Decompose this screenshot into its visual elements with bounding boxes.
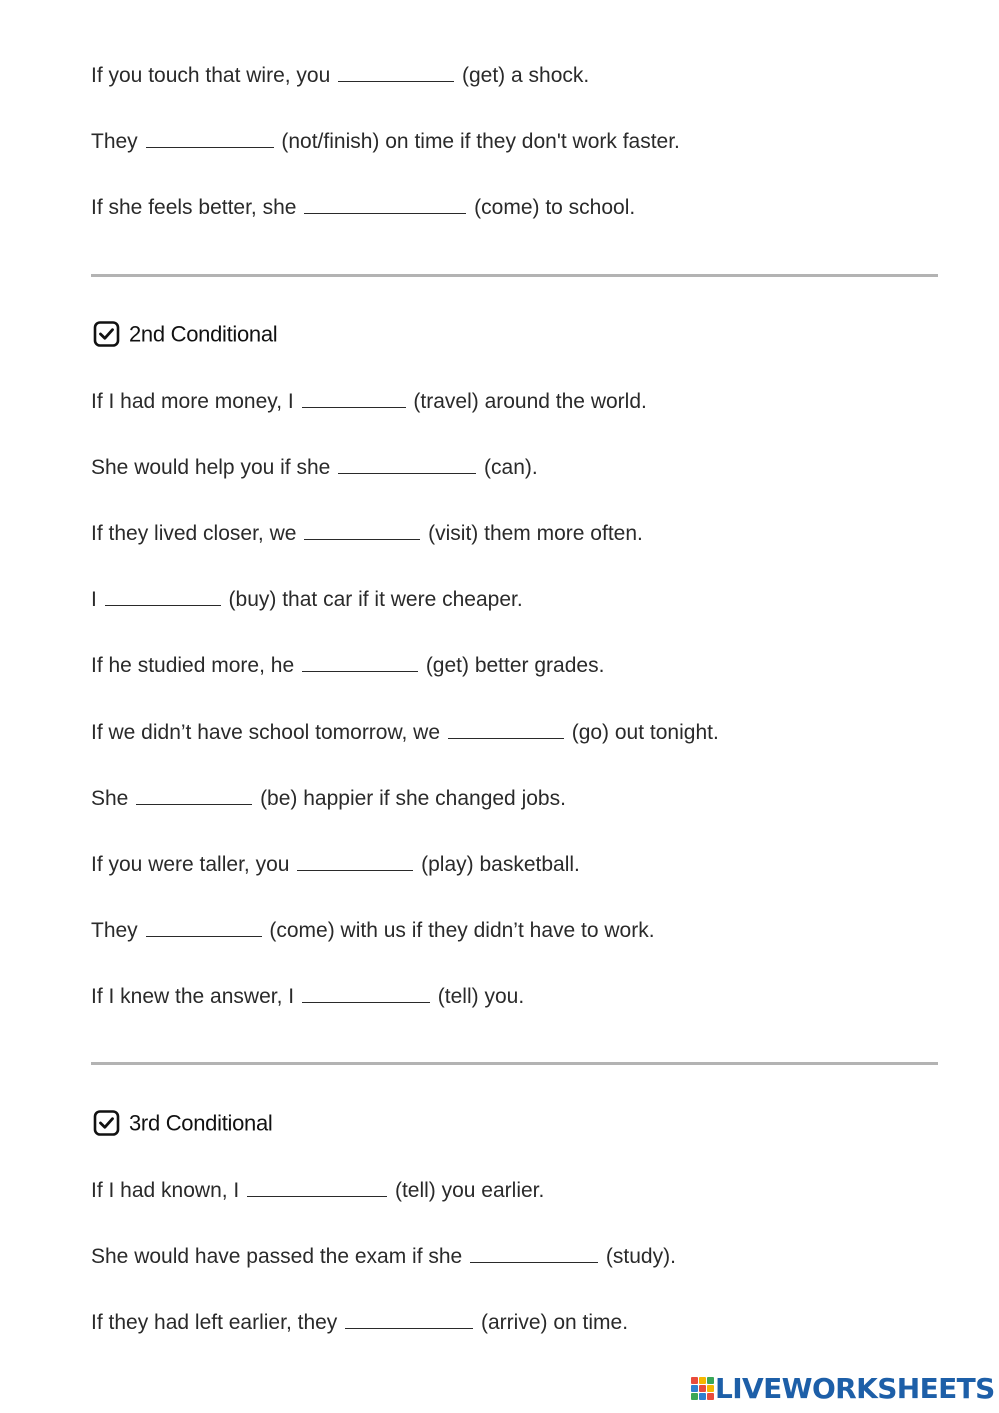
exercise-sentence: They (not/finish) on time if they don't work faster. (91, 130, 680, 153)
exercise-sentence: If I had known, I (tell) you earlier. (91, 1179, 545, 1202)
answer-blank[interactable] (338, 455, 476, 474)
section-heading-3rd-conditional (93, 1110, 273, 1137)
answer-blank[interactable] (338, 63, 454, 82)
answer-blank[interactable] (297, 852, 413, 871)
answer-blank[interactable] (302, 389, 406, 408)
exercise-sentence: She would help you if she (can). (91, 456, 538, 479)
answer-blank[interactable] (470, 1244, 598, 1263)
section-divider (91, 274, 938, 277)
liveworksheets-blocks-icon (691, 1377, 714, 1401)
answer-blank[interactable] (136, 786, 252, 805)
section-title: 2nd Conditional (129, 321, 278, 346)
answer-blank[interactable] (247, 1178, 387, 1197)
exercise-sentence: They (come) with us if they didn’t have to work. (91, 919, 655, 942)
answer-blank[interactable] (146, 918, 262, 937)
exercise-sentence: If they had left earlier, they (arrive) on time. (91, 1311, 629, 1334)
exercise-sentence: If we didn’t have school tomorrow, we (go) out tonight. (91, 721, 719, 744)
answer-blank[interactable] (302, 653, 418, 672)
exercise-sentence: I (buy) that car if it were cheaper. (91, 588, 523, 611)
exercise-sentence: If you were taller, you (play) basketball. (91, 853, 580, 876)
section-divider (91, 1062, 938, 1065)
exercise-sentence: If I knew the answer, I (tell) you. (91, 985, 525, 1008)
exercise-sentence: If she feels better, she (come) to school. (91, 196, 636, 219)
exercise-sentence: She would have passed the exam if she (study). (91, 1245, 676, 1268)
logo-text: LIVEWORKSHEETS (715, 1372, 995, 1405)
answer-blank[interactable] (304, 195, 466, 214)
answer-blank[interactable] (302, 984, 430, 1003)
exercise-sentence: If I had more money, I (travel) around the world. (91, 390, 647, 413)
answer-blank[interactable] (345, 1310, 473, 1329)
section-title: 3rd Conditional (129, 1110, 273, 1135)
answer-blank[interactable] (105, 587, 221, 606)
liveworksheets-logo[interactable] (691, 1374, 995, 1404)
exercise-sentence: If they lived closer, we (visit) them more often. (91, 522, 643, 545)
checkbox-checked-icon (93, 321, 120, 348)
answer-blank[interactable] (304, 521, 420, 540)
exercise-sentence: If he studied more, he (get) better grades. (91, 654, 605, 677)
section-heading-2nd-conditional (93, 321, 277, 348)
answer-blank[interactable] (448, 720, 564, 739)
exercise-sentence: If you touch that wire, you (get) a shock. (91, 64, 590, 87)
answer-blank[interactable] (146, 129, 274, 148)
exercise-sentence: She (be) happier if she changed jobs. (91, 787, 566, 810)
checkbox-checked-icon (93, 1110, 120, 1137)
